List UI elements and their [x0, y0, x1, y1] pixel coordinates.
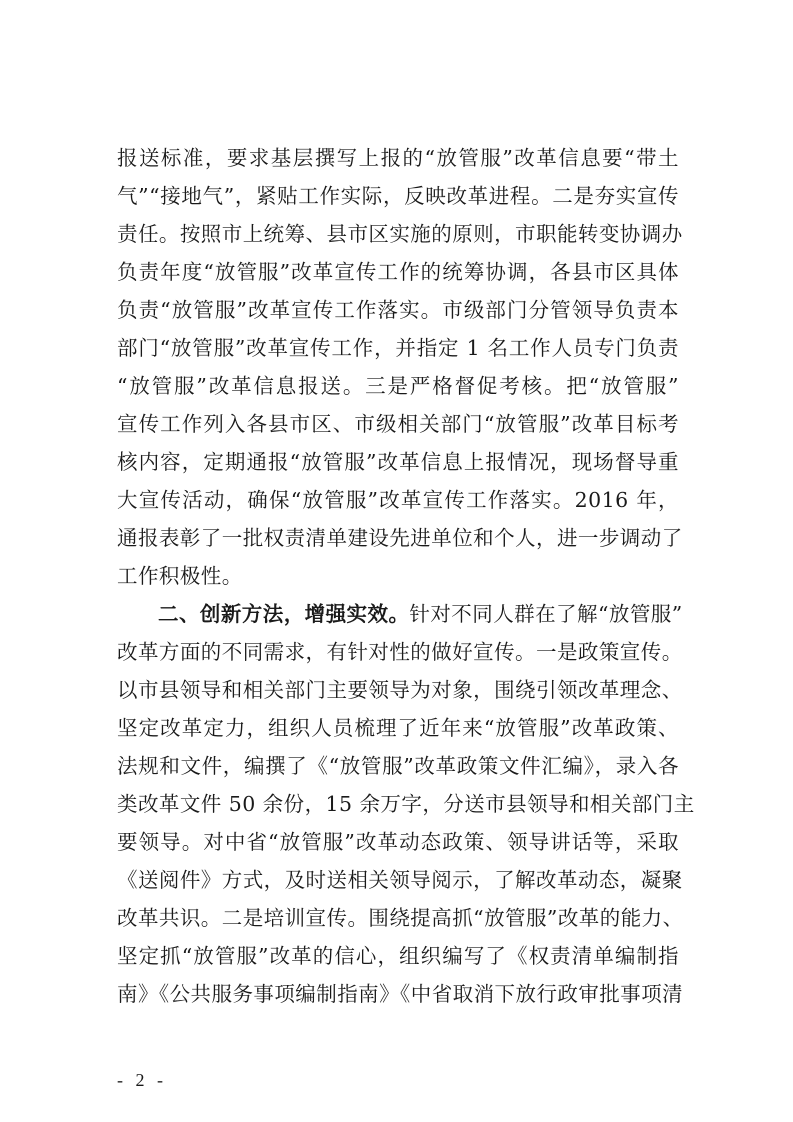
body-line-11: 通报表彰了一批权责清单建设先进单位和个人，进一步调动了 — [117, 526, 683, 550]
body-line-7: “放管服”改革信息报送。三是严格督促考核。把“放管服” — [117, 374, 679, 398]
body-line-4: 负责年度“放管服”改革宣传工作的统筹协调，各县市区具体 — [117, 260, 679, 284]
body-line-15: 以市县领导和相关部门主要领导为对象，围绕引领改革理念、 — [117, 678, 683, 702]
body-line-21: 改革共识。二是培训宣传。围绕提高抓“放管服”改革的能力、 — [117, 906, 684, 930]
body-line-16: 坚定改革定力，组织人员梳理了近年来“放管服”改革政策、 — [117, 716, 679, 740]
body-line-9: 核内容，定期通报“放管服”改革信息上报情况，现场督导重 — [117, 450, 679, 474]
body-line-3: 责任。按照市上统筹、县市区实施的原则，市职能转变协调办 — [117, 222, 683, 246]
body-line-2: 气”“接地气”，紧贴工作实际，反映改革进程。二是夯实宣传 — [117, 184, 679, 208]
body-line-19: 要领导。对中省“放管服”改革动态政策、领导讲话等，采取 — [117, 830, 679, 854]
body-line-8: 宣传工作列入各县市区、市级相关部门“放管服”改革目标考 — [117, 412, 679, 436]
body-line-23: 南》《公共服务事项编制指南》《中省取消下放行政审批事项清 — [117, 982, 684, 1006]
body-line-5: 负责“放管服”改革宣传工作落实。市级部门分管领导负责本 — [117, 298, 679, 322]
body-line-20: 《送阅件》方式，及时送相关领导阅示，了解改革动态，凝聚 — [117, 868, 683, 892]
section-heading: 二、创新方法，增强实效。 — [158, 602, 410, 626]
body-line-6: 部门“放管服”改革宣传工作，并指定 1 名工作人员专门负责 — [117, 336, 679, 360]
section-heading-line — [158, 601, 683, 627]
body-line-14: 改革方面的不同需求，有针对性的做好宣传。一是政策宣传。 — [117, 640, 683, 664]
body-line-22: 坚定抓“放管服”改革的信心，组织编写了《权责清单编制指 — [117, 944, 679, 968]
body-line-12: 工作积极性。 — [117, 564, 243, 588]
body-line-1: 报送标准，要求基层撰写上报的“放管服”改革信息要“带土 — [117, 146, 679, 170]
body-line-10: 大宣传活动，确保“放管服”改革宣传工作落实。2016 年， — [117, 488, 679, 512]
body-line-18: 类改革文件 50 余份，15 余万字，分送市县领导和相关部门主 — [117, 792, 695, 816]
body-line-17: 法规和文件，编撰了《“放管服”改革政策文件汇编》，录入各 — [117, 754, 679, 778]
section-heading-text: 针对不同人群在了解“放管服” — [409, 602, 683, 626]
page-number: - 2 - — [117, 1070, 167, 1090]
